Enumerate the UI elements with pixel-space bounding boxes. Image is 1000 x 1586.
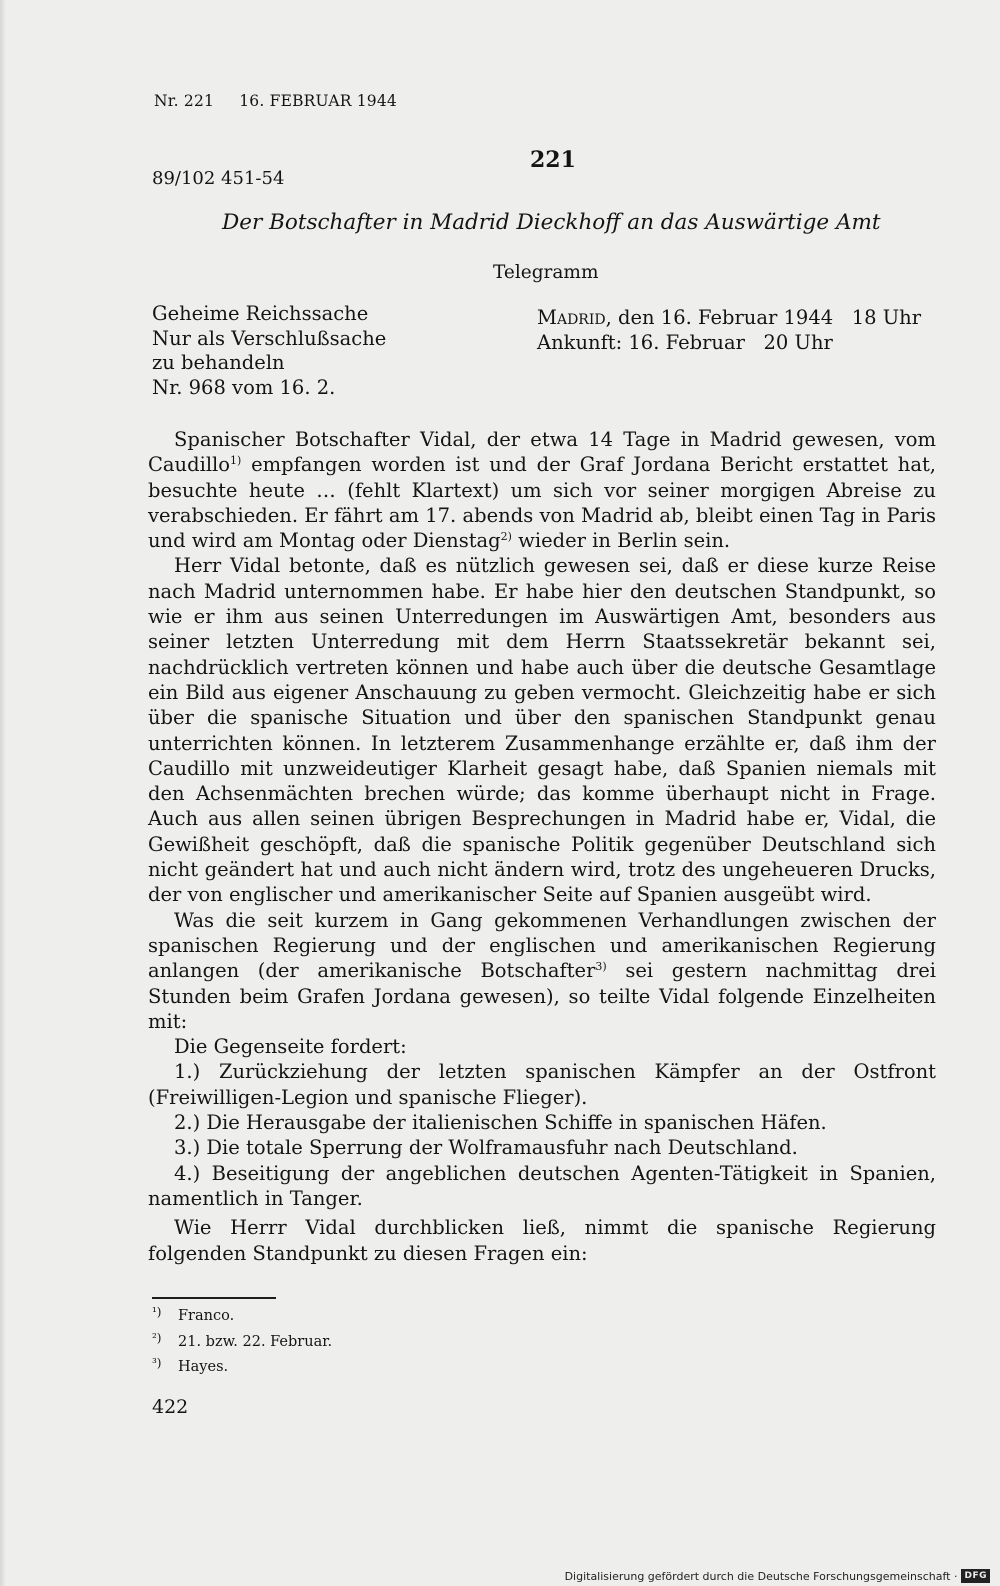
footnote-ref: 3) <box>595 960 607 974</box>
footnote-text: 21. bzw. 22. Februar. <box>178 1333 333 1350</box>
footnote-rule <box>152 1297 276 1299</box>
footnote-ref: 2) <box>500 530 512 544</box>
text-run: Was die seit kurzem in Gang gekommenen Verhandlungen zwischen der spanischen Regierung und der englischen und amerikanischen Regierung anlangen (der amerikanische Botschafter <box>148 908 936 983</box>
dispatch-arrival: Ankunft: 16. Februar 20 Uhr <box>537 330 833 354</box>
dispatch-block <box>537 306 921 355</box>
footnote-text: Hayes. <box>178 1359 229 1375</box>
footnotes <box>152 1302 332 1379</box>
running-head <box>154 92 417 110</box>
text-run: wieder in Berlin sein. <box>511 529 731 553</box>
footnote-mark: ²) <box>152 1330 162 1345</box>
telegram-label: Telegramm <box>493 262 599 283</box>
list-item: 3.) Die totale Sperrung der Wolframausfuhr nach Deutschland. <box>174 1136 798 1160</box>
paragraph: Wie Herrr Vidal durchblicken ließ, nimmt die spanische Regierung folgenden Standpunkt zu diesen Fragen ein: <box>148 1216 936 1265</box>
digitization-credit <box>565 1569 990 1583</box>
footnote-ref: 1) <box>230 454 242 468</box>
classification-line: Nur als Verschlußsache <box>152 326 387 350</box>
document-title: Der Botschafter in Madrid Dieckhoff an das Auswärtige Amt <box>222 210 881 235</box>
running-head-date: 16. FEBRUAR 1944 <box>239 92 397 110</box>
list-item: 1.) Zurückziehung der letzten spanischen Kämpfer an der Ostfront (Freiwilligen-Legion und spanische Flieger). <box>148 1060 936 1109</box>
body-text <box>148 427 936 1266</box>
classification-line: zu behandeln <box>152 351 285 374</box>
page-number: 422 <box>152 1396 189 1418</box>
dfg-logo: DFG <box>961 1569 990 1583</box>
text-run: sei gestern nachmittag drei Stunden beim Grafen Jordana gewesen), so teilte Vidal folgende Einzelheiten mit: <box>148 959 936 1033</box>
list-item: 4.) Beseitigung der angeblichen deutschen Agenten-Tätigkeit in Spanien, namentlich in Tanger. <box>148 1161 936 1210</box>
scan-edge <box>0 0 6 1586</box>
paragraph <box>148 908 936 1034</box>
footnote <box>152 1302 332 1328</box>
running-head-number: Nr. 221 <box>154 92 215 110</box>
file-reference: 89/102 451-54 <box>152 168 285 189</box>
paragraph <box>148 427 936 553</box>
classification-line: Nr. 968 vom 16. 2. <box>152 375 336 399</box>
classification-line: Geheime Reichssache <box>152 302 369 325</box>
footnote <box>152 1353 332 1379</box>
text-run: Spanischer Botschafter Vidal, der etwa 14 Tage in Madrid gewesen, vom Caudillo <box>148 428 936 477</box>
text-run: empfangen worden ist und der Graf Jordana Bericht erstattet hat, besuchte heute … (fehlt Klartext) um sich vor seiner morgigen Abreise zu verabschieden. Er fährt am 17. abends von Madrid ab, bleibt einen Tag in Paris und wird am Montag oder Dienstag <box>148 453 936 553</box>
dispatch-sent-line <box>537 306 921 331</box>
document-number: 221 <box>530 147 576 173</box>
dispatch-sent: , den 16. Februar 1944 18 Uhr <box>605 306 922 329</box>
dispatch-place: Madrid <box>537 306 606 329</box>
classification-block <box>152 302 386 400</box>
footnote-mark: ³) <box>152 1356 162 1370</box>
paragraph: Die Gegenseite fordert: <box>174 1035 407 1059</box>
list-item: 2.) Die Herausgabe der italienischen Schiffe in spanischen Häfen. <box>174 1111 827 1135</box>
paragraph: Herr Vidal betonte, daß es nützlich gewesen sei, daß er diese kurze Reise nach Madrid unternommen habe. Er habe hier den deutschen Standpunkt, so wie er ihm aus seinen Unterredungen im Auswärtigen Amt, besonders aus seiner letzten Unterredung mit dem Herrn Staatssekretär bekannt sei, nachdrücklich vertreten können und habe auch über die deutsche Gesamtlage ein Bild aus eigener Anschauung zu geben vermocht. Gleichzeitig habe er sich über die spanische Situation und über den spanischen Standpunkt genau unterrichten können. In letzterem Zusammenhange erzählte er, daß ihm der Caudillo mit unzweideutiger Klarheit gesagt habe, daß Spanien niemals mit den Achsenmächten brechen würde; das komme überhaupt nicht in Frage. Auch aus allen seinen übrigen Besprechungen in Madrid habe er, Vidal, die Gewißheit geschöpft, daß die spanische Politik gegenüber Deutschland sich nicht geändert hat und auch nicht ändern wird, trotz des ungeheueren Drucks, der von englischer und amerikanischer Seite auf Spanien ausgeübt wird. <box>148 554 936 907</box>
footnote <box>152 1328 332 1354</box>
footnote-text: Franco. <box>178 1308 235 1324</box>
footnote-mark: ¹) <box>152 1305 162 1319</box>
digitization-note: Digitalisierung gefördert durch die Deutsche Forschungsgemeinschaft · <box>564 1569 958 1583</box>
